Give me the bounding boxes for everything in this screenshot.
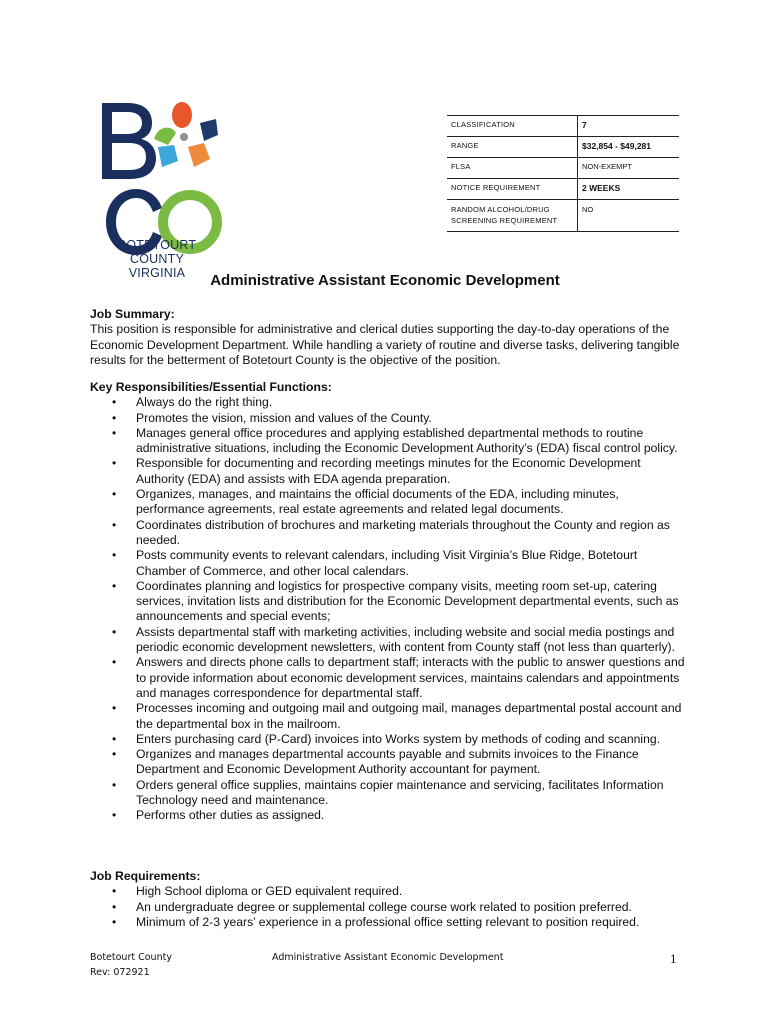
job-summary-text: This position is responsible for administrative and clerical duties supporting the day-to-day operations of the Economic Development Department. While handling a variety of routine and diverse tasks, delivering tangible results for the betterment of Botetourt County is the objective of the position. xyxy=(90,322,680,367)
range-row xyxy=(447,137,679,158)
list-item: • Posts community events to relevant calendars, including Visit Virginia’s Blue Ridge, Botetourt Chamber of Commerce, and other local calendars. xyxy=(136,548,690,579)
requirements-section xyxy=(90,869,690,930)
logo-petal-light-orange xyxy=(188,143,210,167)
footer-left xyxy=(90,950,172,980)
list-item: • An undergraduate degree or supplemental college course work related to position preferred. xyxy=(136,900,690,915)
list-item: • High School diploma or GED equivalent required. xyxy=(136,884,690,899)
list-item: • Assists departmental staff with marketing activities, including website and social media postings and periodic economic development newsletters, with content from County staff (not less than quarterly). xyxy=(136,625,690,656)
logo-petal-orange xyxy=(172,102,192,128)
list-item: • Answers and directs phone calls to department staff; interacts with the public to answer questions and to provide information about economic development services, maintains calendars and appointments and manages correspondence for departmental staff. xyxy=(136,655,690,701)
list-item: • Enters purchasing card (P-Card) invoices into Works system by methods of coding and scanning. xyxy=(136,732,690,747)
logo-petal-green xyxy=(154,128,176,145)
screening-row xyxy=(447,200,679,232)
responsibilities-heading: Key Responsibilities/Essential Functions: xyxy=(90,380,332,394)
footer-org: Botetourt County xyxy=(90,952,172,963)
classification-row xyxy=(447,116,679,137)
footer-revision: Rev: 072921 xyxy=(90,967,150,978)
notice-label: NOTICE REQUIREMENT xyxy=(447,179,578,200)
responsibilities-section xyxy=(90,380,690,824)
screening-value: NO xyxy=(578,200,680,232)
logo-petal-navy xyxy=(200,119,218,141)
list-item: • Promotes the vision, mission and values of the County. xyxy=(136,411,690,426)
range-label: RANGE xyxy=(447,137,578,158)
page-title: Administrative Assistant Economic Development xyxy=(210,272,560,289)
list-item: • Performs other duties as assigned. xyxy=(136,808,690,823)
screening-label-line2: SCREENING REQUIREMENT xyxy=(451,216,558,225)
list-item: • Always do the right thing. xyxy=(136,395,690,410)
classification-value: 7 xyxy=(578,116,680,137)
classification-label: CLASSIFICATION xyxy=(447,116,578,137)
list-item: • Orders general office supplies, maintains copier maintenance and servicing, facilitates Information Technology need and maintenance. xyxy=(136,778,690,809)
notice-value: 2 WEEKS xyxy=(578,179,680,200)
notice-row xyxy=(447,179,679,200)
range-value: $32,854 - $49,281 xyxy=(578,137,680,158)
page-number: 1 xyxy=(670,951,677,966)
responsibilities-list xyxy=(90,395,690,823)
list-item: • Coordinates distribution of brochures and marketing materials throughout the County and region as needed. xyxy=(136,518,690,549)
list-item: • Responsible for documenting and recording meetings minutes for the Economic Development Authority (EDA) and assists with EDA agenda preparation. xyxy=(136,456,690,487)
screening-label xyxy=(447,200,578,232)
logo-petal-blue xyxy=(158,145,178,167)
job-summary-section xyxy=(90,307,690,368)
logo-county-name: BOTETOURT COUNTY xyxy=(117,238,197,266)
list-item: • Manages general office procedures and applying established departmental methods to routine administrative situations, including the Economic Development Authority’s (EDA) fiscal control policy. xyxy=(136,426,690,457)
list-item: • Processes incoming and outgoing mail and outgoing mail, manages departmental postal account and the departmental box in the mailroom. xyxy=(136,701,690,732)
flsa-value: NON-EXEMPT xyxy=(578,158,680,179)
flsa-label: FLSA xyxy=(447,158,578,179)
list-item: • Organizes, manages, and maintains the official documents of the EDA, including minutes, performance agreements, real estate agreements and related legal documents. xyxy=(136,487,690,518)
list-item: • Organizes and manages departmental accounts payable and submits invoices to the Finance Department and Economic Development Authority accountant for payment. xyxy=(136,747,690,778)
logo-state-name: VIRGINIA xyxy=(128,266,186,280)
job-summary-heading: Job Summary: xyxy=(90,307,175,321)
classification-table xyxy=(447,115,679,232)
flsa-row xyxy=(447,158,679,179)
requirements-list xyxy=(90,884,690,930)
requirements-heading: Job Requirements: xyxy=(90,869,201,883)
footer-center: Administrative Assistant Economic Development xyxy=(272,952,504,963)
list-item: • Minimum of 2-3 years’ experience in a professional office setting relevant to position required. xyxy=(136,915,690,930)
screening-label-line1: RANDOM ALCOHOL/DRUG xyxy=(451,205,550,214)
logo-letter-b xyxy=(102,103,156,179)
list-item: • Coordinates planning and logistics for prospective company visits, meeting room set-up, catering services, invitation lists and distribution for the Economic Development departmental events, such as announcements and special events; xyxy=(136,579,690,625)
logo-flower-center xyxy=(180,133,188,141)
